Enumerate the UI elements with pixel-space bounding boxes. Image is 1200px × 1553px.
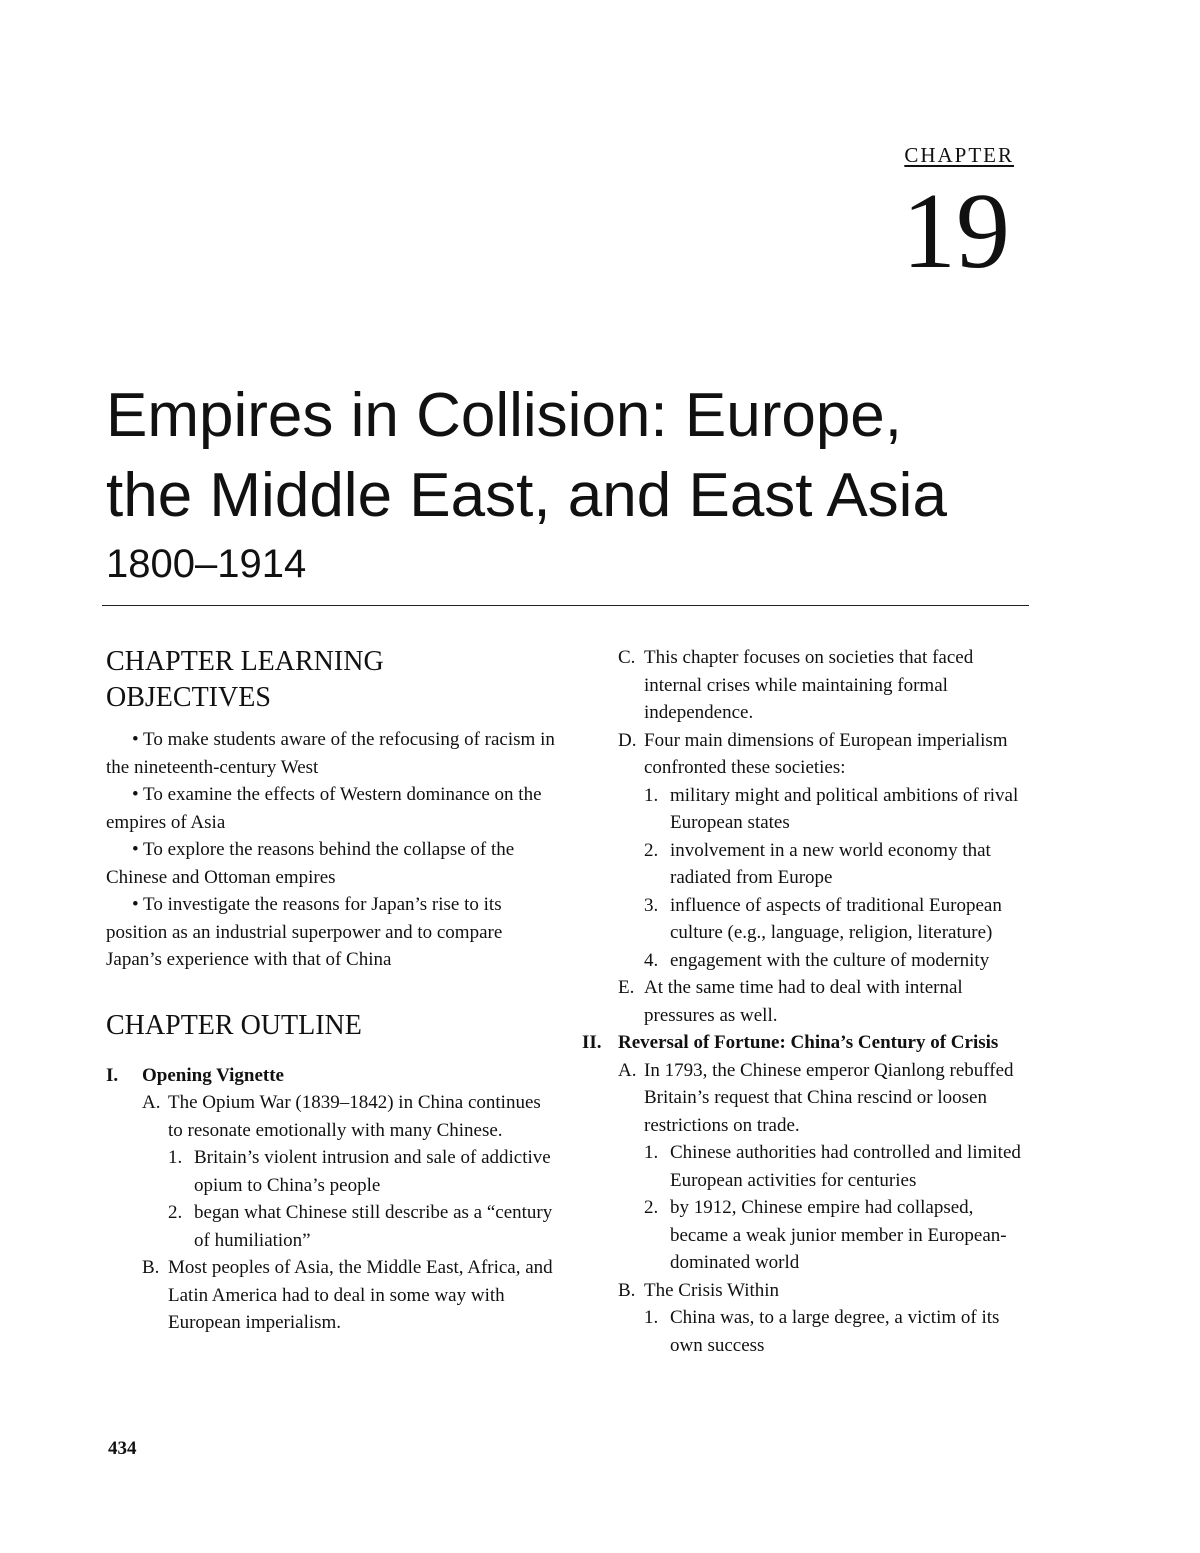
outline-item: B. The Crisis Within: [618, 1279, 780, 1301]
outline-subitem: 1. China was, to a large degree, a victim of its own success: [644, 1307, 1000, 1356]
outline-subitem: 2. began what Chinese still describe as a “century of humiliation”: [168, 1202, 553, 1251]
outline-item: C. This chapter focuses on societies that faced internal crises while maintaining formal independence.: [618, 647, 974, 723]
chapter-number: 19: [902, 172, 1010, 291]
outline-section-1: [106, 1062, 556, 1337]
chapter-label: CHAPTER: [904, 143, 1014, 167]
outline-item: A. In 1793, the Chinese emperor Qianlong rebuffed Britain’s request that China rescind or loosen restrictions on trade.: [618, 1059, 1014, 1136]
objective-item: • To make students aware of the refocusing of racism in the nineteenth-century West: [106, 729, 555, 778]
chapter-title: [106, 376, 1066, 536]
chapter-dates: 1800–1914: [106, 542, 307, 586]
outline-subitem: 4. engagement with the culture of modernity: [644, 949, 990, 971]
outline-heading: CHAPTER OUTLINE: [106, 1009, 362, 1041]
objectives-list: [106, 726, 556, 974]
outline-subitem: 3. influence of aspects of traditional European culture (e.g., language, religion, literature): [644, 894, 1002, 943]
outline-subitem: 1. Chinese authorities had controlled and limited European activities for centuries: [644, 1142, 1021, 1191]
outline-subitem: 1. Britain’s violent intrusion and sale of addictive opium to China’s people: [168, 1147, 551, 1196]
outline-item: E. At the same time had to deal with internal pressures as well.: [618, 977, 963, 1026]
outline-item: D. Four main dimensions of European imperialism confronted these societies:: [618, 729, 1008, 778]
right-column: [582, 644, 1032, 1359]
outline-section-heading: II. Reversal of Fortune: China’s Century of Crisis: [582, 1032, 999, 1053]
objective-item: • To investigate the reasons for Japan’s rise to its position as an industrial superpower and to compare Japan’s experience with that of China: [106, 894, 503, 970]
page-number: 434: [108, 1438, 137, 1459]
objectives-heading: CHAPTER LEARNING OBJECTIVES: [106, 646, 384, 713]
chapter-title-line1: Empires in Collision: Europe,: [106, 381, 903, 450]
objective-item: • To examine the effects of Western dominance on the empires of Asia: [106, 784, 542, 833]
left-column: [106, 644, 556, 1337]
outline-subitem: 2. involvement in a new world economy that radiated from Europe: [644, 839, 991, 888]
outline-section-heading: I. Opening Vignette: [106, 1064, 284, 1086]
chapter-title-line2: the Middle East, and East Asia: [106, 461, 947, 530]
outline-item: B. Most peoples of Asia, the Middle East, Africa, and Latin America had to deal in some way with European imperialism.: [142, 1257, 553, 1333]
objective-item: • To explore the reasons behind the collapse of the Chinese and Ottoman empires: [106, 839, 515, 888]
outline-subitem: 2. by 1912, Chinese empire had collapsed, became a weak junior member in European-dominated world: [644, 1197, 1007, 1273]
outline-item: A. The Opium War (1839–1842) in China continues to resonate emotionally with many Chinese.: [142, 1092, 541, 1141]
title-divider: [102, 605, 1029, 606]
outline-subitem: 1. military might and political ambitions of rival European states: [644, 784, 1019, 833]
